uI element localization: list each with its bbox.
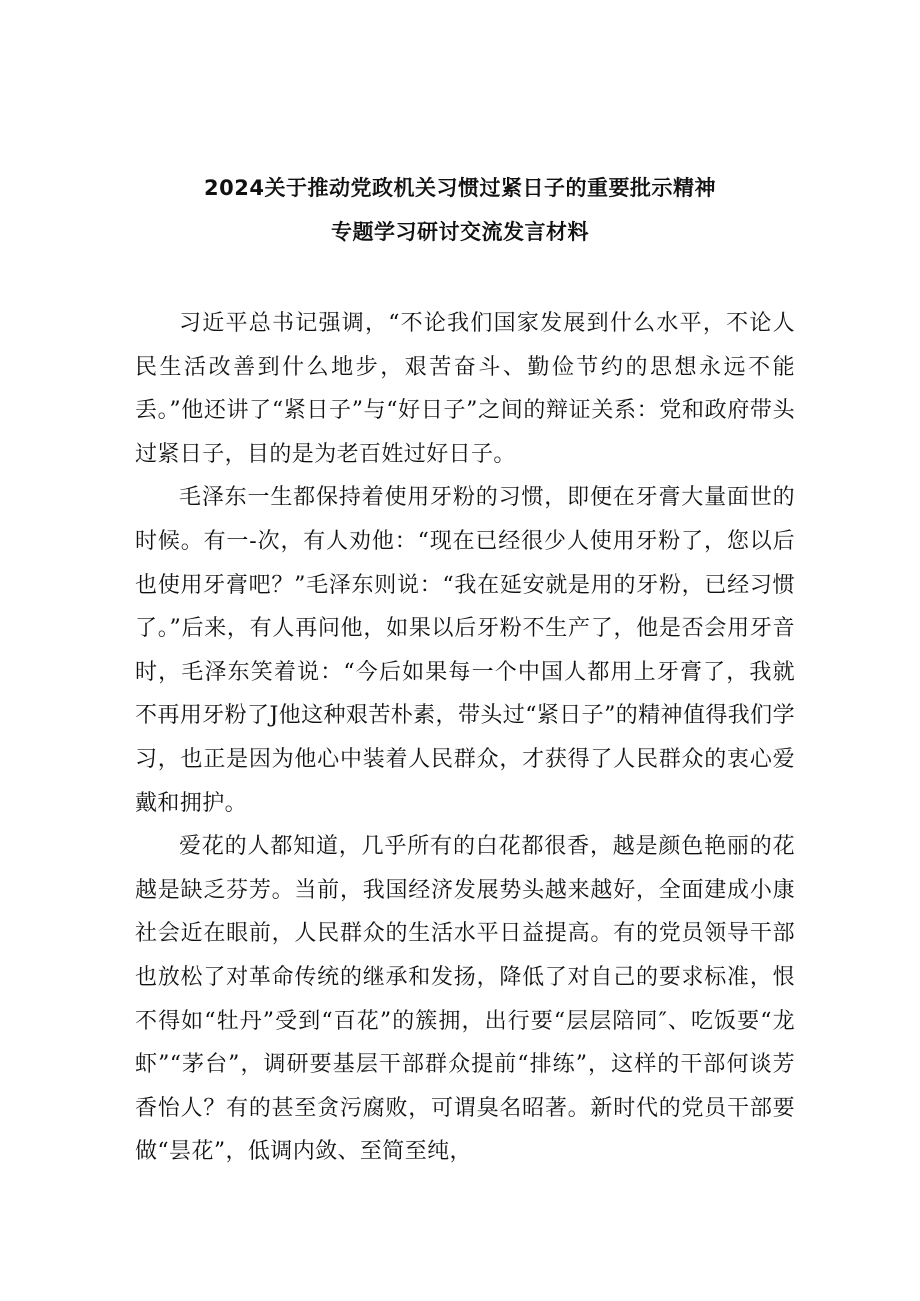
title-line-2: 专题学习研讨交流发言材料 <box>331 220 589 244</box>
paragraph-2: 毛泽东一生都保持着使用牙粉的习惯，即便在牙膏大量面世的时候。有一-次，有人劝他：“现在已经很少人使用牙粉了，您以后也使用牙膏吧？”毛泽东则说：“我在延安就是用的牙粉，已经习惯了。”后来，有人再问他，如果以后牙粉不生产了，他是否会用牙音时，毛泽东笑着说：“今后如果每一个中国人都用上牙膏了，我就不再用牙粉了J他这种艰苦朴素，带头过“紧日子”的精神值得我们学习，也正是因为他心中装着人民群众，才获得了人民群众的衷心爱戴和拥护。 <box>135 485 795 816</box>
paragraph-3: 爱花的人都知道，几乎所有的白花都很香，越是颜色艳丽的花越是缺乏芬芳。当前，我国经济发展势头越来越好，全面建成小康社会近在眼前，人民群众的生活水平日益提高。有的党员领导干部也放松了对革命传统的继承和发扬，降低了对自己的要求标准，恨不得如“牡丹”受到“百花”的簇拥，出行要“层层陪同″、吃饭要“龙虾”“茅台”，调研要基层干部群众提前“排练”，这样的干部何谈芳香怡人？有的甚至贪污腐败，可谓臭名昭著。新时代的党员干部要做“昙花”，低调内敛、至简至纯， <box>135 834 795 1165</box>
document-body <box>135 302 795 1174</box>
document-title <box>0 166 920 254</box>
title-line-1: 2024关于推动党政机关习惯过紧日子的重要批示精神 <box>204 176 716 200</box>
paragraph-1: 习近平总书记强调，“不论我们国家发展到什么水平，不论人民生活改善到什么地步，艰苦奋斗、勤俭节约的思想永远不能丢。”他还讲了“紧日子”与“好日子”之间的辩证关系：党和政府带头过紧日子，目的是为老百姓过好日子。 <box>135 311 795 467</box>
